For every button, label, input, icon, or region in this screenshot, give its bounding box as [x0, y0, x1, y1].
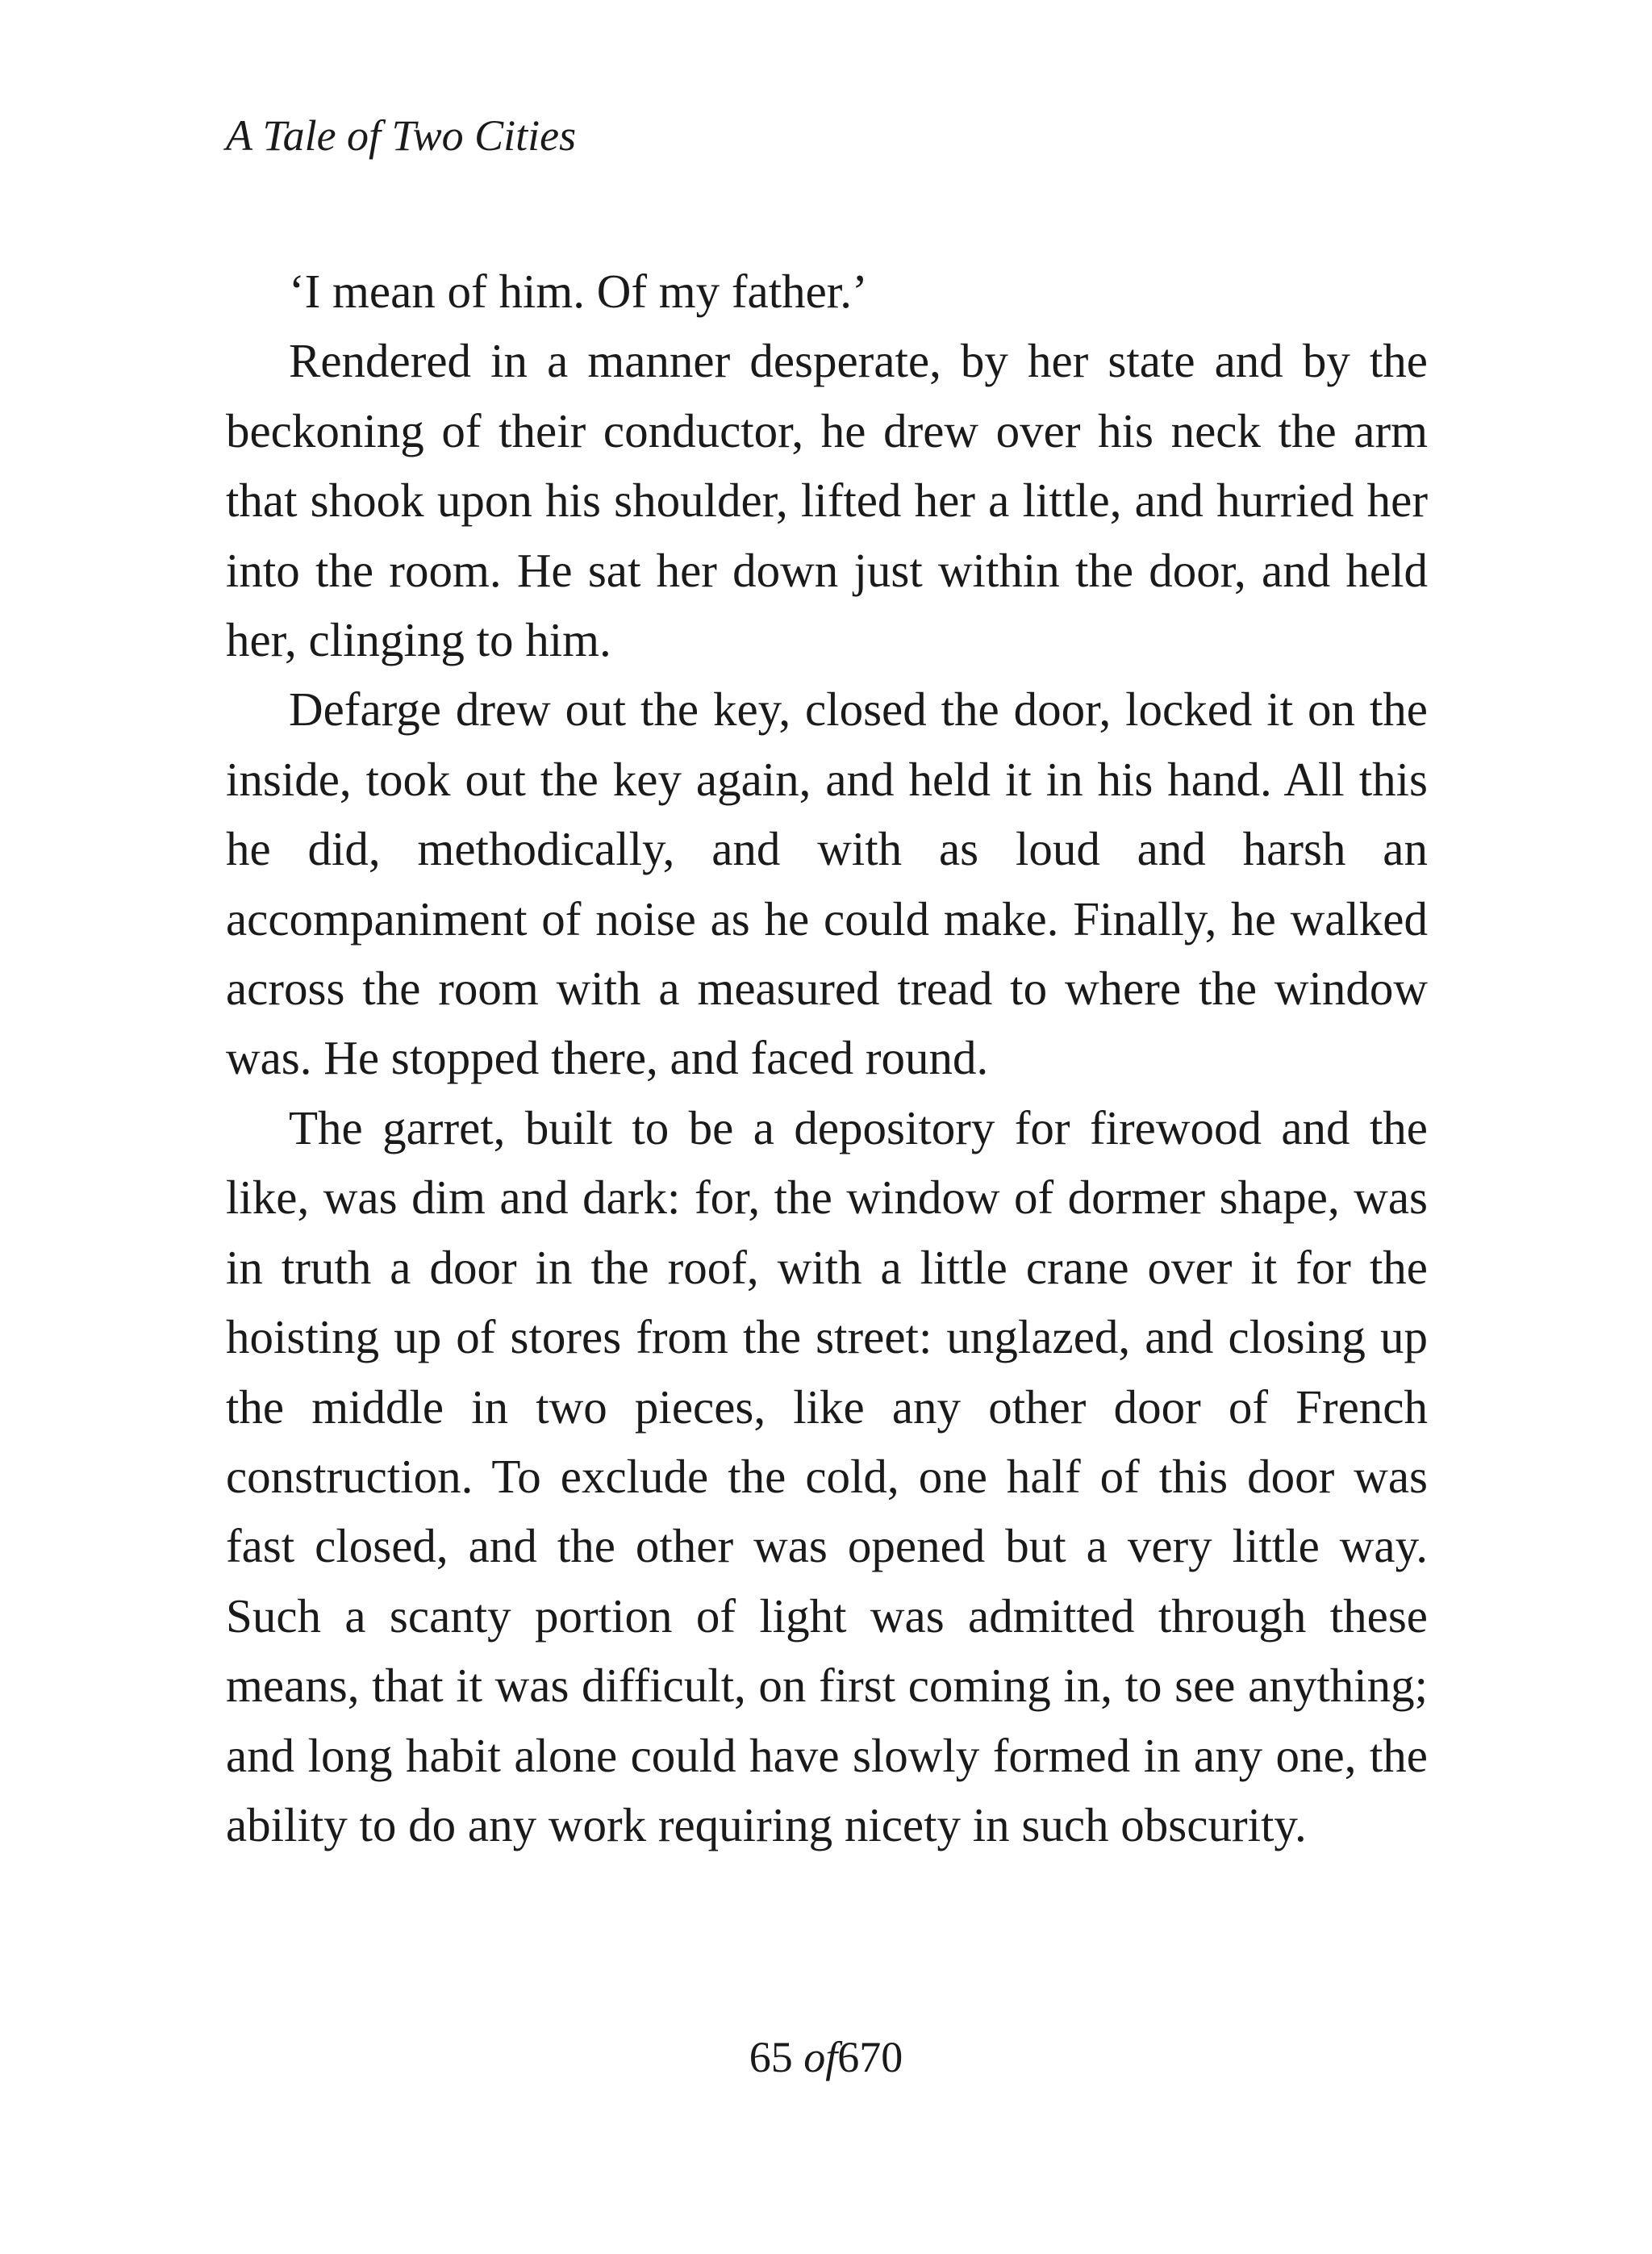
- page-number-total: 670: [837, 2033, 903, 2081]
- paragraph: Rendered in a manner desperate, by her state and by the beckoning of their conductor, he drew over his neck the arm that shook upon his shoulder, lifted her a little, and hurried her into the room. He sat her down just within the door, and held her, clinging to him.: [226, 334, 1428, 667]
- page-number-separator: of: [803, 2033, 838, 2081]
- body-text: [226, 257, 1428, 1860]
- page-number: [0, 2025, 1652, 2089]
- paragraph: Defarge drew out the key, closed the door, locked it on the inside, took out the key again, and held it in his hand. All this he did, methodically, and with as loud and harsh an accompaniment of noise as he could make. Finally, he walked across the room with a measured tread to where the window was. He stopped there, and faced round.: [226, 682, 1428, 1085]
- page-number-current: 65: [749, 2033, 793, 2081]
- paragraph: ‘I mean of him. Of my father.’: [289, 265, 868, 318]
- running-title: A Tale of Two Cities: [226, 111, 577, 160]
- paragraph: The garret, built to be a depository for firewood and the like, was dim and dark: for, the window of dormer shape, was in truth a door in the roof, with a little crane over it for the hoisting up of stores from the street: unglazed, and closing up the middle in two pieces, like any other door of French construction. To exclude the cold, one half of this door was fast closed, and the other was opened but a very little way. Such a scanty portion of light was admitted through these means, that it was difficult, on first coming in, to see anything; and long habit alone could have slowly formed in any one, the ability to do any work requiring nicety in such obscurity.: [226, 1100, 1428, 1851]
